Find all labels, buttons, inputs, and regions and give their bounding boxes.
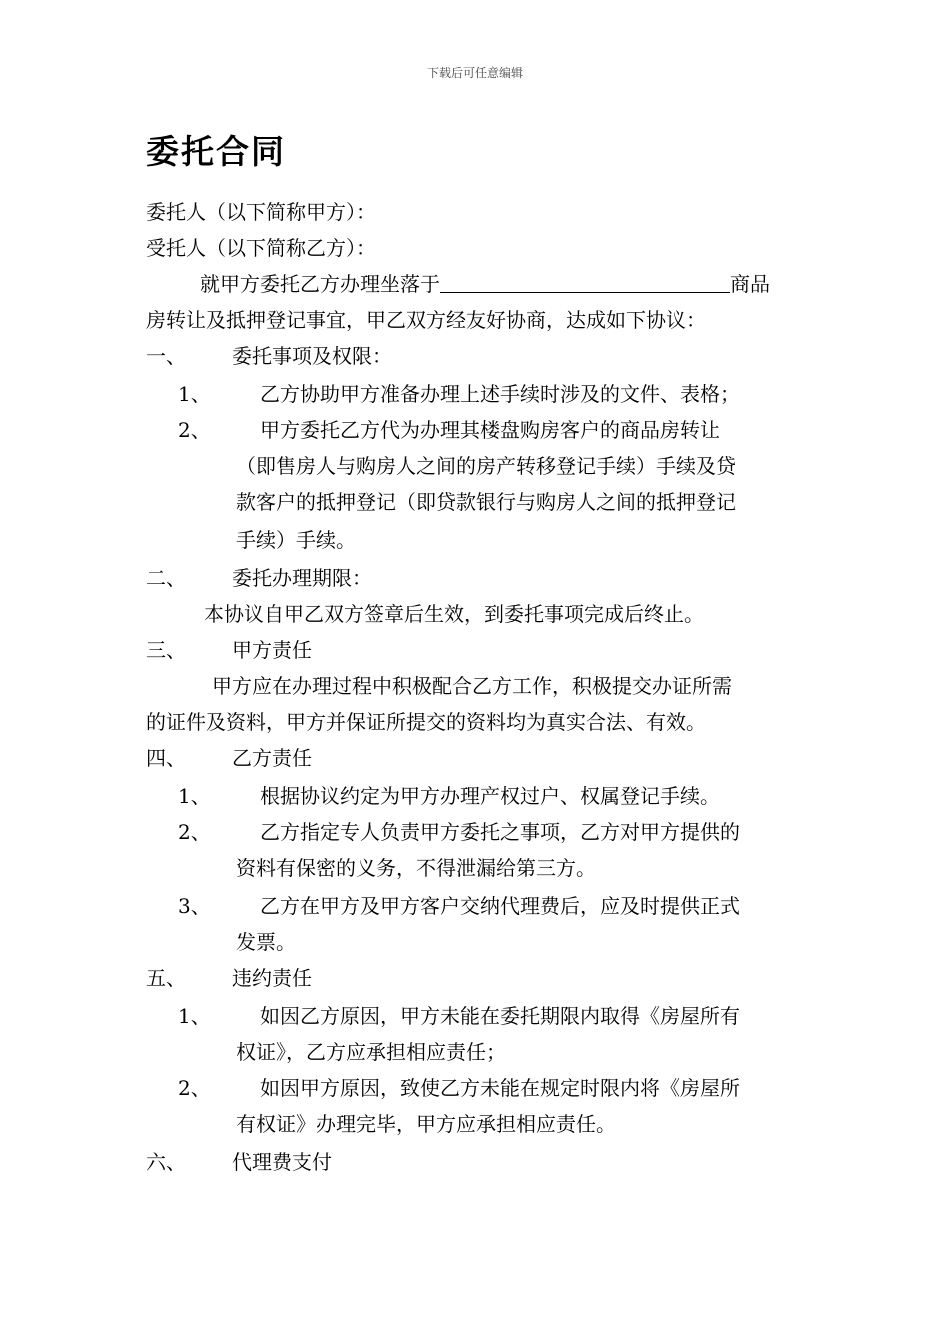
address-blank-field[interactable] [440, 270, 730, 293]
s4-item-2-line-1: 乙方指定专人负责甲方委托之事项，乙方对甲方提供的 [260, 820, 740, 844]
section-6-number: 六、 [146, 1150, 186, 1174]
section-5-number: 五、 [146, 966, 186, 990]
s1-item-2-line-3: 款客户的抵押登记（即贷款银行与购房人之间的抵押登记 [236, 490, 736, 514]
s4-item-1-text: 根据协议约定为甲方办理产权过户、权属登记手续。 [260, 784, 720, 808]
s4-item-3-line-2: 发票。 [236, 930, 296, 954]
section-2-number: 二、 [146, 566, 186, 590]
section-2-text: 本协议自甲乙双方签章后生效，到委托事项完成后终止。 [204, 602, 704, 626]
section-3-number: 三、 [146, 638, 186, 662]
s5-item-2-number: 2、 [178, 1076, 211, 1100]
principal-line: 委托人（以下简称甲方）： [146, 200, 376, 224]
section-3-title: 甲方责任 [232, 638, 312, 662]
s5-item-1-number: 1、 [178, 1004, 211, 1028]
s1-item-1-number: 1、 [178, 382, 211, 406]
s5-item-1-line-2: 权证》，乙方应承担相应责任； [236, 1040, 506, 1064]
section-3-line-2: 的证件及资料，甲方并保证所提交的资料均为真实合法、有效。 [146, 710, 706, 734]
s1-item-2-line-4: 手续）手续。 [236, 528, 356, 552]
s1-item-1-text: 乙方协助甲方准备办理上述手续时涉及的文件、表格； [260, 382, 740, 406]
document-title: 委托合同 [146, 132, 286, 171]
s5-item-2-line-2: 有权证》办理完毕，甲方应承担相应责任。 [236, 1112, 616, 1136]
section-6-title: 代理费支付 [232, 1150, 332, 1174]
section-3-line-1: 甲方应在办理过程中积极配合乙方工作，积极提交办证所需 [212, 674, 732, 698]
agent-line: 受托人（以下简称乙方）： [146, 236, 376, 260]
s1-item-2-number: 2、 [178, 418, 211, 442]
intro-text-before: 就甲方委托乙方办理坐落于 [200, 272, 440, 296]
section-2-title: 委托办理期限： [232, 566, 372, 590]
section-5-title: 违约责任 [232, 966, 312, 990]
page-header-note: 下载后可任意编辑 [426, 66, 523, 80]
s1-item-2-line-2: （即售房人与购房人之间的房产转移登记手续）手续及贷 [236, 454, 736, 478]
s4-item-1-number: 1、 [178, 784, 211, 808]
s4-item-3-number: 3、 [178, 894, 211, 918]
s5-item-2-line-1: 如因甲方原因，致使乙方未能在规定时限内将《房屋所 [260, 1076, 740, 1100]
s1-item-2-line-1: 甲方委托乙方代为办理其楼盘购房客户的商品房转让 [260, 418, 720, 442]
section-4-number: 四、 [146, 746, 186, 770]
s4-item-3-line-1: 乙方在甲方及甲方客户交纳代理费后，应及时提供正式 [260, 894, 740, 918]
s4-item-2-number: 2、 [178, 820, 211, 844]
s4-item-2-line-2: 资料有保密的义务，不得泄漏给第三方。 [236, 856, 596, 880]
intro-line-1 [200, 270, 770, 298]
section-1-number: 一、 [146, 344, 186, 368]
section-4-title: 乙方责任 [232, 746, 312, 770]
intro-line-2: 房转让及抵押登记事宜，甲乙双方经友好协商，达成如下协议： [146, 308, 706, 332]
s5-item-1-line-1: 如因乙方原因，甲方未能在委托期限内取得《房屋所有 [260, 1004, 740, 1028]
section-1-title: 委托事项及权限： [232, 344, 392, 368]
intro-text-after: 商品 [730, 272, 770, 296]
